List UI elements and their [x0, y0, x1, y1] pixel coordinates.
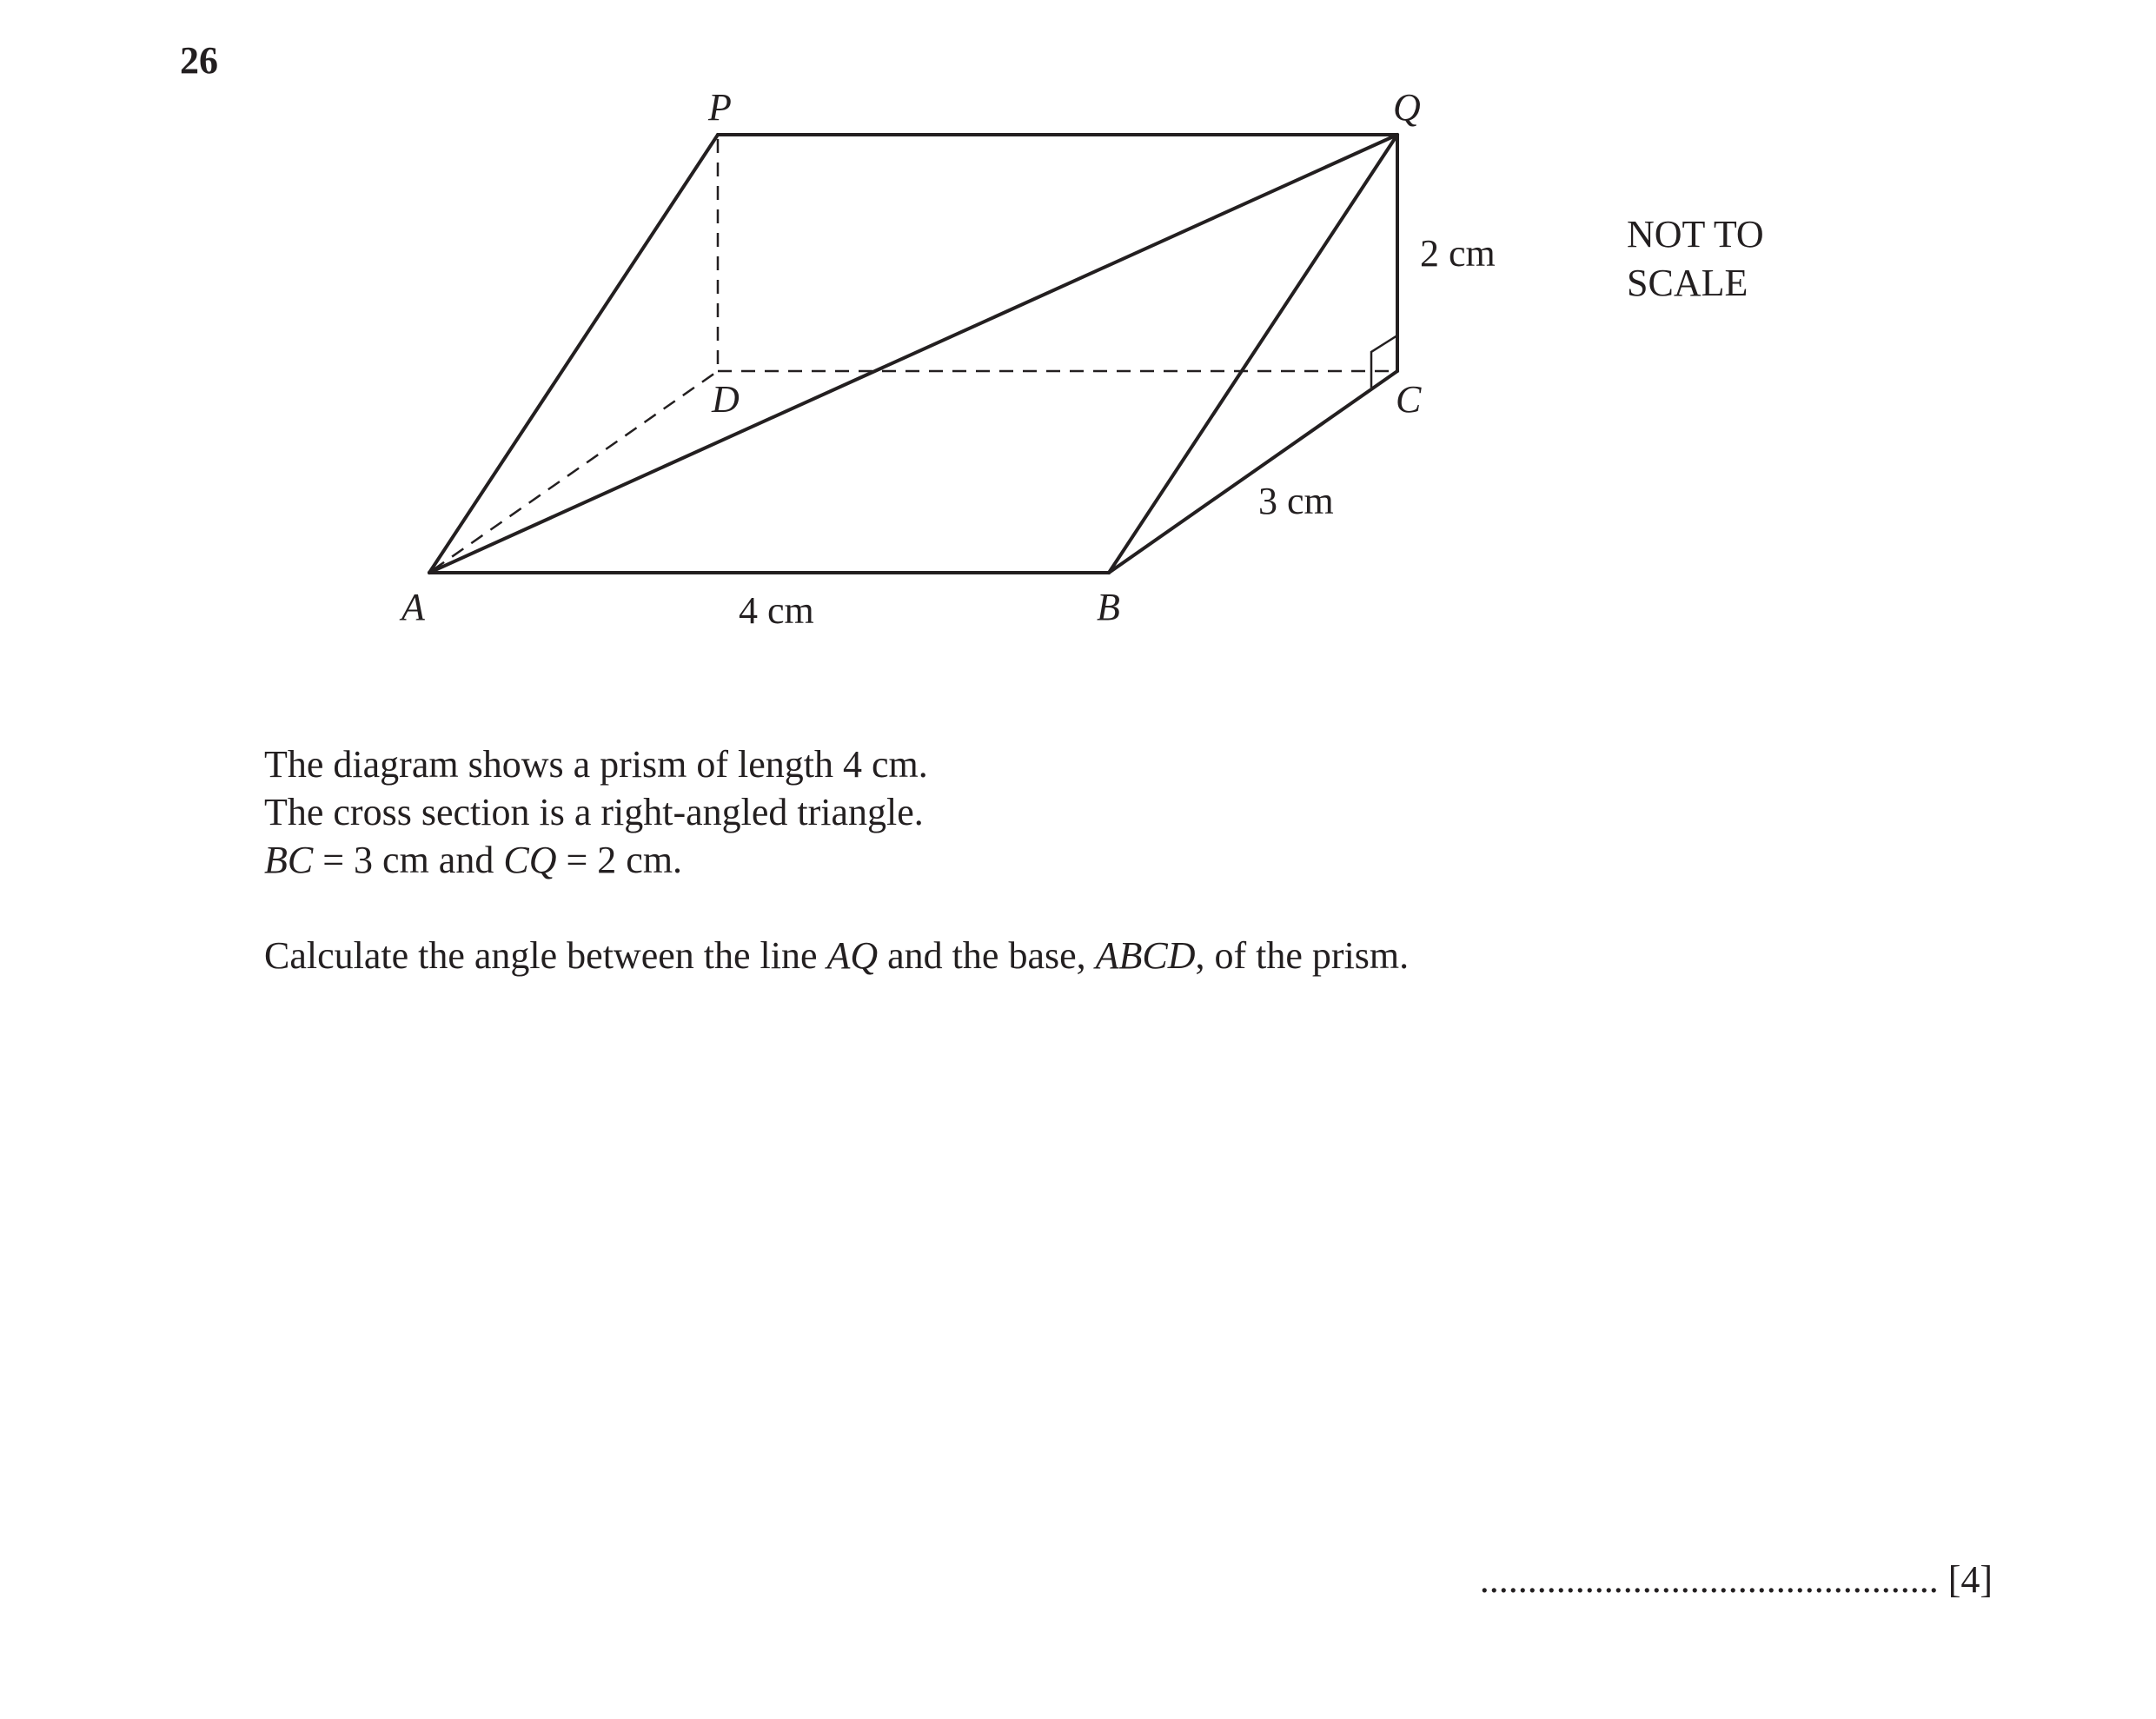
- question-part-2: and the base,: [878, 934, 1096, 977]
- vertex-label-p: P: [708, 86, 732, 129]
- question-part-1: Calculate the angle between the line: [264, 934, 827, 977]
- vertex-label-b: B: [1097, 586, 1120, 628]
- vertex-label-c: C: [1396, 378, 1422, 421]
- stem-line-1: The diagram shows a prism of length 4 cm.: [264, 743, 928, 786]
- prism-diagram: [0, 0, 2156, 695]
- base-abcd: ABCD: [1095, 934, 1196, 977]
- marks-label: [4]: [1947, 1558, 1993, 1601]
- segment-cq: CQ: [503, 839, 557, 881]
- answer-line[interactable]: [1480, 1556, 1993, 1603]
- dimension-label-bc: 3 cm: [1258, 480, 1334, 522]
- not-to-scale-note: [1627, 210, 1853, 308]
- question-number: 26: [180, 39, 218, 82]
- question-prompt: [264, 932, 1409, 979]
- segment-bc: BC: [264, 839, 314, 881]
- dimension-label-cq: 2 cm: [1420, 232, 1496, 275]
- stem-line-2: The cross section is a right-angled triangle.: [264, 791, 924, 833]
- dimension-label-ab: 4 cm: [739, 589, 814, 632]
- stem-line-3: [264, 836, 928, 884]
- vertex-label-q: Q: [1393, 86, 1421, 129]
- edge-ad-hidden: [433, 371, 718, 570]
- answer-dots[interactable]: ................................................: [1479, 1558, 1939, 1601]
- not-to-scale-line-1: NOT TO: [1627, 213, 1764, 256]
- vertex-label-d: D: [712, 378, 740, 421]
- bc-value: = 3 cm and: [313, 839, 504, 881]
- cq-value: = 2 cm.: [556, 839, 683, 881]
- line-aq: AQ: [826, 934, 879, 977]
- not-to-scale-line-2: SCALE: [1627, 262, 1748, 304]
- question-part-3: , of the prism.: [1195, 934, 1410, 977]
- question-stem: [264, 740, 928, 884]
- edge-bc: [1109, 371, 1397, 573]
- vertex-label-a: A: [401, 586, 425, 628]
